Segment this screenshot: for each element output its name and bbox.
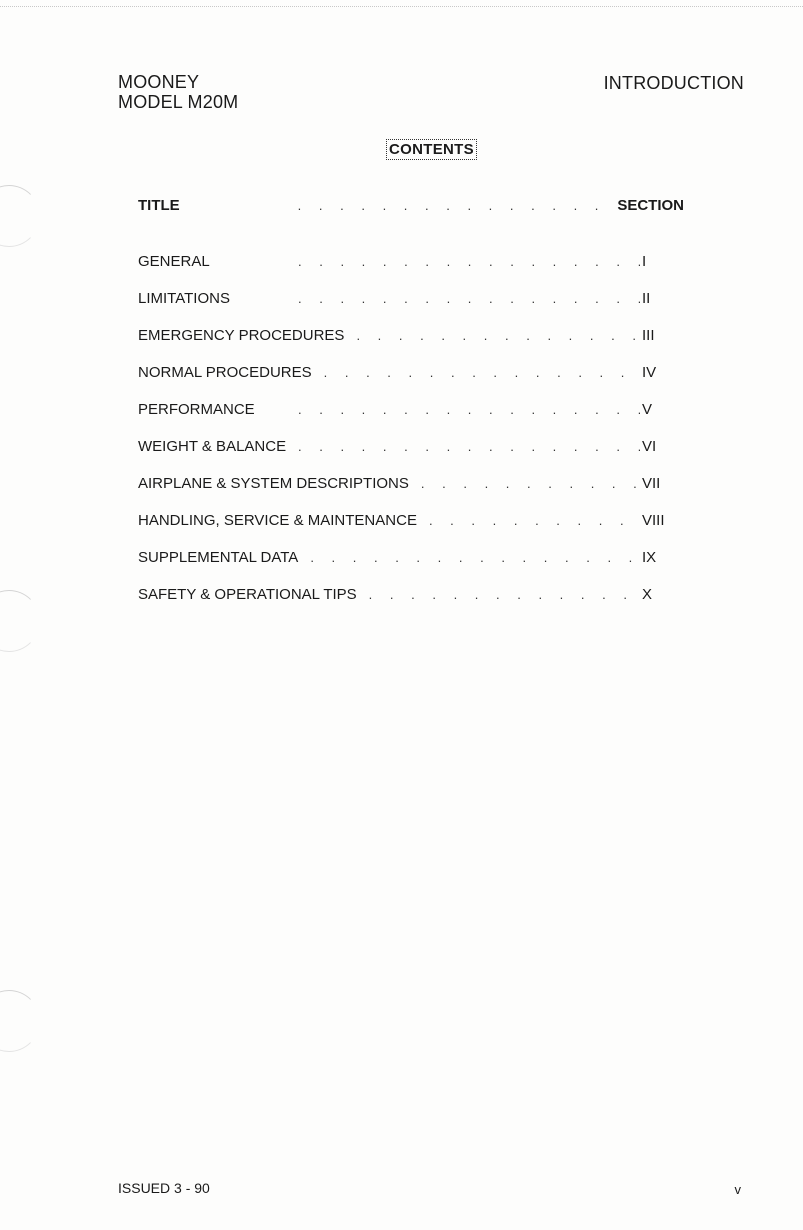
header-model: MODEL M20M — [118, 92, 239, 112]
toc-row-section-number: VI — [642, 438, 657, 455]
toc-row — [138, 549, 684, 586]
toc-row-title: GENERAL — [138, 253, 210, 270]
toc-row-section-number: V — [642, 401, 653, 418]
toc-row-leader — [298, 439, 640, 454]
header-chapter-title: INTRODUCTION — [603, 73, 744, 93]
toc-row — [138, 327, 684, 364]
toc-row — [138, 586, 684, 623]
toc-row-leader — [298, 291, 640, 306]
scan-edge-dots — [0, 6, 803, 7]
toc-rows — [138, 253, 684, 623]
toc-row-section-number: X — [642, 586, 653, 603]
table-of-contents — [138, 197, 684, 623]
toc-row-section-number: IV — [642, 364, 657, 381]
toc-title-column-label: TITLE — [138, 197, 180, 214]
toc-row-section-number: II — [642, 290, 651, 307]
toc-row-title: EMERGENCY PROCEDURES — [138, 327, 345, 344]
toc-row-section-number: VII — [642, 475, 661, 492]
footer-issue-date: ISSUED 3 - 90 — [118, 1180, 210, 1196]
contents-heading: CONTENTS — [386, 139, 477, 160]
toc-row-leader — [298, 254, 640, 269]
toc-row-title: SUPPLEMENTAL DATA — [138, 549, 299, 566]
punch-hole-mark-bottom — [0, 990, 40, 1052]
toc-row-title: LIMITATIONS — [138, 290, 230, 307]
toc-row — [138, 253, 684, 290]
toc-row-section-number: III — [642, 327, 655, 344]
toc-row-leader — [356, 328, 640, 343]
toc-row-leader — [310, 550, 640, 565]
toc-row-title: SAFETY & OPERATIONAL TIPS — [138, 586, 357, 603]
toc-row — [138, 364, 684, 401]
toc-row — [138, 438, 684, 475]
toc-row-title: AIRPLANE & SYSTEM DESCRIPTIONS — [138, 475, 409, 492]
toc-row-title: WEIGHT & BALANCE — [138, 438, 287, 455]
toc-row-section-number: I — [642, 253, 647, 270]
header-left — [118, 72, 238, 112]
toc-row-leader — [298, 402, 640, 417]
toc-row-leader — [324, 365, 640, 380]
header-manufacturer: MOONEY — [118, 72, 200, 92]
punch-hole-mark-middle — [0, 590, 40, 652]
toc-row — [138, 401, 684, 438]
toc-row — [138, 290, 684, 327]
toc-row-title: PERFORMANCE — [138, 401, 255, 418]
toc-row-leader — [429, 513, 640, 528]
toc-row-leader — [369, 587, 640, 602]
toc-row-section-number: VIII — [642, 512, 665, 529]
toc-header-leader — [298, 198, 610, 213]
toc-section-column-label: SECTION — [617, 197, 684, 214]
toc-row-title: NORMAL PROCEDURES — [138, 364, 312, 381]
toc-row-title: HANDLING, SERVICE & MAINTENANCE — [138, 512, 417, 529]
punch-hole-mark-top — [0, 185, 40, 247]
toc-row-section-number: IX — [642, 549, 657, 566]
toc-header-row — [138, 197, 684, 219]
toc-row — [138, 512, 684, 549]
toc-row-leader — [421, 476, 640, 491]
toc-row — [138, 475, 684, 512]
footer-page-number: v — [734, 1182, 741, 1197]
